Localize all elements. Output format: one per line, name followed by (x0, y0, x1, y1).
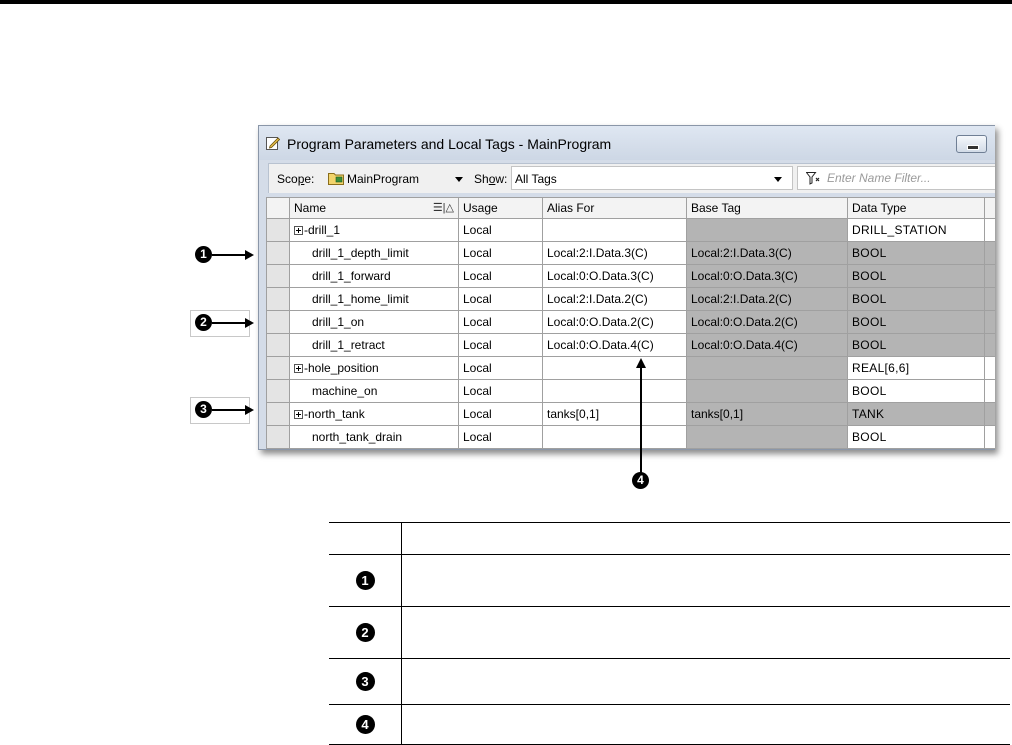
legend-description (402, 705, 1011, 745)
data-type-cell: BOOL (848, 334, 985, 357)
truncated-cell (985, 334, 996, 357)
tag-name-cell[interactable]: -drill_1 (290, 219, 459, 242)
legend-description (402, 555, 1011, 607)
program-folder-icon (328, 171, 344, 185)
edit-tags-icon (266, 136, 280, 150)
column-header-name[interactable]: Name ☰|△ (290, 198, 459, 219)
base-tag-cell (687, 380, 848, 403)
legend-header-row (329, 523, 1010, 555)
alias-cell[interactable]: Local:2:I.Data.2(C) (543, 288, 687, 311)
alias-cell[interactable] (543, 426, 687, 449)
minimize-icon (967, 145, 979, 150)
show-dropdown-icon[interactable] (774, 177, 782, 182)
data-type-cell: BOOL (848, 242, 985, 265)
callout-legend-table (329, 522, 1010, 745)
alias-cell[interactable]: Local:0:O.Data.3(C) (543, 265, 687, 288)
row-selector[interactable] (267, 403, 290, 426)
program-tags-window (258, 125, 995, 450)
scope-select[interactable]: MainProgram (347, 172, 420, 186)
row-selector[interactable] (267, 334, 290, 357)
usage-cell[interactable]: Local (459, 426, 543, 449)
expand-icon[interactable] (294, 364, 303, 373)
tag-name-cell[interactable]: drill_1_home_limit (290, 288, 459, 311)
usage-cell[interactable]: Local (459, 334, 543, 357)
column-header-alias-for[interactable]: Alias For (543, 198, 687, 219)
sort-icon[interactable]: ☰|△ (432, 202, 454, 214)
callout-4-arrow (634, 356, 648, 474)
truncated-cell (985, 426, 996, 449)
data-type-cell[interactable]: BOOL (848, 380, 985, 403)
column-header-truncated[interactable] (985, 198, 996, 219)
legend-callout-1-icon: 1 (356, 571, 375, 590)
table-row[interactable] (267, 311, 996, 334)
base-tag-cell: Local:2:I.Data.3(C) (687, 242, 848, 265)
table-row[interactable] (267, 357, 996, 380)
row-selector[interactable] (267, 426, 290, 449)
row-selector[interactable] (267, 219, 290, 242)
data-type-cell: BOOL (848, 311, 985, 334)
data-type-cell: TANK (848, 403, 985, 426)
base-tag-cell: Local:0:O.Data.2(C) (687, 311, 848, 334)
scope-dropdown-icon[interactable] (455, 177, 463, 182)
base-tag-cell: Local:2:I.Data.2(C) (687, 288, 848, 311)
legend-row (329, 659, 1010, 705)
table-row[interactable] (267, 403, 996, 426)
data-type-cell[interactable]: REAL[6,6] (848, 357, 985, 380)
data-type-cell: BOOL (848, 288, 985, 311)
legend-description (402, 607, 1011, 659)
row-selector[interactable] (267, 242, 290, 265)
truncated-cell (985, 219, 996, 242)
base-tag-cell (687, 426, 848, 449)
alias-cell[interactable] (543, 380, 687, 403)
truncated-cell (985, 265, 996, 288)
truncated-cell (985, 242, 996, 265)
scope-toolbar (268, 163, 995, 193)
tag-name-cell[interactable]: north_tank_drain (290, 426, 459, 449)
row-selector[interactable] (267, 311, 290, 334)
title-bar (259, 126, 995, 160)
callout-1-icon: 1 (195, 246, 212, 263)
table-row[interactable] (267, 426, 996, 449)
filter-icon[interactable] (806, 172, 820, 185)
table-row[interactable] (267, 265, 996, 288)
show-label: Show: (474, 172, 508, 186)
column-header-usage[interactable]: Usage (459, 198, 543, 219)
tag-name-cell[interactable]: machine_on (290, 380, 459, 403)
tag-name-cell[interactable]: -north_tank (290, 403, 459, 426)
table-row[interactable] (267, 242, 996, 265)
table-row[interactable] (267, 288, 996, 311)
alias-cell[interactable] (543, 219, 687, 242)
usage-cell[interactable]: Local (459, 219, 543, 242)
table-row[interactable] (267, 380, 996, 403)
expand-icon[interactable] (294, 226, 303, 235)
truncated-cell (985, 288, 996, 311)
truncated-cell (985, 380, 996, 403)
tag-name-cell[interactable]: drill_1_forward (290, 265, 459, 288)
legend-callout-2-icon: 2 (356, 623, 375, 642)
truncated-cell (985, 403, 996, 426)
callout-2-arrow (212, 322, 252, 324)
usage-cell[interactable]: Local (459, 357, 543, 380)
callout-1-arrow (212, 254, 252, 256)
alias-cell[interactable]: Local:0:O.Data.4(C) (543, 334, 687, 357)
legend-callout-4-icon: 4 (356, 715, 375, 734)
tag-name-cell[interactable]: -hole_position (290, 357, 459, 380)
grid-header-row (267, 198, 996, 219)
column-header-base-tag[interactable]: Base Tag (687, 198, 848, 219)
row-selector[interactable] (267, 380, 290, 403)
tag-name-cell[interactable]: drill_1_depth_limit (290, 242, 459, 265)
table-row[interactable] (267, 334, 996, 357)
usage-cell[interactable]: Local (459, 288, 543, 311)
alias-cell[interactable]: Local:2:I.Data.3(C) (543, 242, 687, 265)
alias-cell[interactable]: tanks[0,1] (543, 403, 687, 426)
usage-cell[interactable]: Local (459, 403, 543, 426)
tag-name-cell[interactable]: drill_1_retract (290, 334, 459, 357)
callout-4-icon: 4 (632, 472, 649, 489)
usage-cell[interactable]: Local (459, 242, 543, 265)
data-type-cell[interactable]: BOOL (848, 426, 985, 449)
column-header-data-type[interactable]: Data Type (848, 198, 985, 219)
show-select-value: All Tags (515, 172, 557, 186)
page-top-rule (0, 0, 1012, 4)
usage-cell[interactable]: Local (459, 311, 543, 334)
callout-3-icon: 3 (195, 401, 212, 418)
row-selector[interactable] (267, 265, 290, 288)
callout-2-icon: 2 (195, 314, 212, 331)
tags-grid (266, 197, 995, 449)
callout-3-arrow (212, 409, 252, 411)
row-selector[interactable] (267, 357, 290, 380)
name-filter-box[interactable] (797, 166, 995, 190)
usage-cell[interactable]: Local (459, 380, 543, 403)
base-tag-cell: tanks[0,1] (687, 403, 848, 426)
truncated-cell (985, 357, 996, 380)
window-title: Program Parameters and Local Tags - MainProgram (287, 136, 612, 152)
name-filter-input[interactable] (827, 170, 995, 186)
row-selector[interactable] (267, 288, 290, 311)
tag-name-cell[interactable]: drill_1_on (290, 311, 459, 334)
base-tag-cell (687, 357, 848, 380)
legend-row (329, 607, 1010, 659)
data-type-cell: BOOL (848, 265, 985, 288)
base-tag-cell: Local:0:O.Data.3(C) (687, 265, 848, 288)
alias-cell[interactable] (543, 357, 687, 380)
truncated-cell (985, 311, 996, 334)
data-type-cell[interactable]: DRILL_STATION (848, 219, 985, 242)
legend-callout-3-icon: 3 (356, 672, 375, 691)
table-row[interactable] (267, 219, 996, 242)
alias-cell[interactable]: Local:0:O.Data.2(C) (543, 311, 687, 334)
legend-row (329, 555, 1010, 607)
expand-icon[interactable] (294, 410, 303, 419)
usage-cell[interactable]: Local (459, 265, 543, 288)
row-selector-header[interactable] (267, 198, 290, 219)
legend-description (402, 659, 1011, 705)
base-tag-cell (687, 219, 848, 242)
show-select[interactable] (511, 166, 793, 190)
base-tag-cell: Local:0:O.Data.4(C) (687, 334, 848, 357)
scope-label: Scope: (277, 172, 315, 186)
legend-row (329, 705, 1010, 745)
minimize-button[interactable] (956, 135, 987, 153)
